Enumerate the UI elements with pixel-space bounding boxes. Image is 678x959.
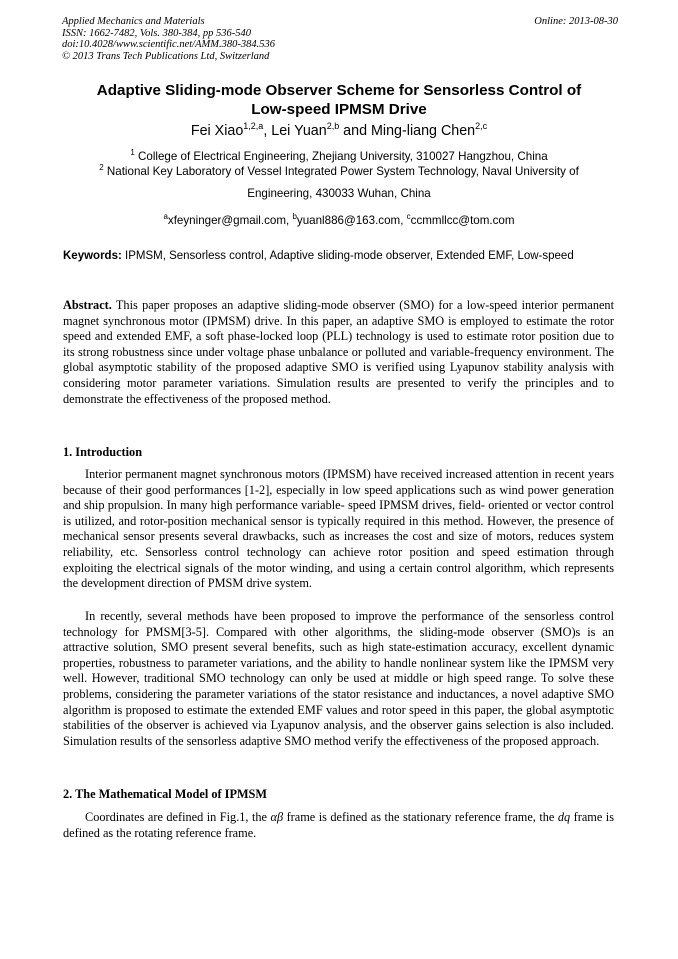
author-superscript: 2,b [326, 121, 340, 131]
section-heading-model: 2. The Mathematical Model of IPMSM [63, 787, 268, 801]
issn: ISSN: 1662-7482, Vols. 380-384, pp 536-540 [62, 27, 251, 39]
author-superscript: 1,2,a [243, 121, 264, 131]
author-name: Ming-liang Chen [371, 123, 476, 139]
affiliation-number: 1 [130, 148, 135, 157]
text-fragment: frame is defined as the rotating reference frame. [63, 810, 615, 840]
email-superscript: b [292, 212, 297, 221]
section-heading-introduction: 1. Introduction [63, 445, 143, 459]
email-address[interactable]: yuanl886@163.com [296, 214, 401, 227]
affiliation-text: Engineering, 430033 Wuhan, China [247, 187, 431, 200]
paper-title [62, 81, 616, 119]
abstract-label: Abstract. [63, 298, 112, 312]
keywords-label: Keywords: [63, 250, 122, 262]
affiliation-text: National Key Laboratory of Vessel Integrated Power System Technology, Naval University of [106, 165, 579, 178]
intro-paragraph-1: Interior permanent magnet synchronous motors (IPMSM) have received increased attention in recent years because of their good performances [1-2], especially in low speed applications such as wind power generation and ship propulsion. In many high performance variable- speed IPMSM drives, field- oriented or vector control is utilized, and rotor-position mechanical sensor is typically required in this method. However, the presence of mechanical sensor presents several drawbacks, such as increases the cost and size of motors, reduces system reliability, etc. Sensorless control technology can achieve rotor position and speed estimation through exploiting the electrical signals of the motor winding, and using a certain control algorithm, which represents the development direction of PMSM drive system. [63, 467, 614, 591]
dq-symbol: dq [557, 810, 571, 824]
keywords-text: IPMSM, Sensorless control, Adaptive sliding-mode observer, Extended EMF, Low-speed [125, 250, 574, 262]
abstract-text: This paper proposes an adaptive sliding-mode observer (SMO) for a low-speed interior permanent magnet synchronous motor (IPMSM) drive. In this paper, an adaptive SMO is employed to estimate the rotor speed and extended EMF, a soft phase-locked loop (PLL) technology is used to estimate rotor position due to its strong robustness since under voltage phase unbalance or polluted and variable-frequency environment. The global asymptotic stability of the proposed adaptive SMO is verified using Lyapunov stability analysis with considering motor parameter variations. Simulation results are presented to verify the principles and to demonstrate the effectiveness of the proposed method. [63, 298, 614, 406]
email-address[interactable]: xfeyninger@gmail.com [167, 214, 286, 227]
journal-header [62, 16, 618, 62]
affiliation-1 [62, 149, 616, 164]
journal-name: Applied Mechanics and Materials [62, 16, 205, 27]
email-superscript: c [406, 212, 411, 221]
alpha-beta-symbol: αβ [270, 810, 284, 824]
title-line-1: Adaptive Sliding-mode Observer Scheme for Sensorless Control of [96, 82, 582, 99]
text-fragment: Coordinates are defined in Fig.1, the [85, 810, 267, 824]
abstract [63, 298, 614, 407]
email-address[interactable]: ccmmllcc@tom.com [410, 214, 515, 227]
affiliation-number: 2 [99, 163, 104, 172]
author-separator: , [263, 123, 272, 139]
email-list [62, 213, 616, 228]
author-list [62, 122, 616, 140]
affiliation-text: College of Electrical Engineering, Zhejiang University, 310027 Hangzhou, China [138, 150, 548, 163]
email-separator: , [286, 214, 293, 227]
affiliation-2-continued [62, 186, 616, 201]
email-superscript: a [163, 212, 168, 221]
keywords [63, 249, 614, 265]
model-paragraph-1 [63, 810, 614, 841]
doi: doi:10.4028/www.scientific.net/AMM.380-384.536 [62, 39, 275, 51]
online-date: Online: 2013-08-30 [534, 16, 618, 27]
author-name: Lei Yuan [271, 123, 327, 139]
affiliation-2 [62, 164, 616, 179]
author-name: Fei Xiao [190, 123, 244, 139]
text-fragment: frame is defined as the stationary reference frame, the [286, 810, 555, 824]
intro-paragraph-2: In recently, several methods have been proposed to improve the performance of the sensorless control technology for PMSM[3-5]. Compared with other algorithms, the sliding-mode observer (SMO)s is an attractive solution, SMO present several benefits, such as high state-estimation accuracy, excellent dynamic properties, robustness to parameter variations, and the ability to handle nonlinear system like the IPMSM very well. However, traditional SMO technology can only be used at middle or high speed range. To solve these problems, considering the parameter variations of the stator resistance and inductances, a novel adaptive SMO algorithm is proposed to estimate the extended EMF values and rotor speed in this paper, the global asymptotic stabilities of the observer is achieved via Lyapunov analysis, and the observer gains selection is also included. Simulation results of the sensorless adaptive SMO method verify the effectiveness of the proposed approach. [63, 609, 614, 748]
author-superscript: 2,c [475, 121, 488, 131]
title-line-2: Low-speed IPMSM Drive [251, 101, 427, 118]
copyright: © 2013 Trans Tech Publications Ltd, Switzerland [62, 50, 270, 62]
author-separator: and [339, 123, 372, 139]
email-separator: , [400, 214, 407, 227]
